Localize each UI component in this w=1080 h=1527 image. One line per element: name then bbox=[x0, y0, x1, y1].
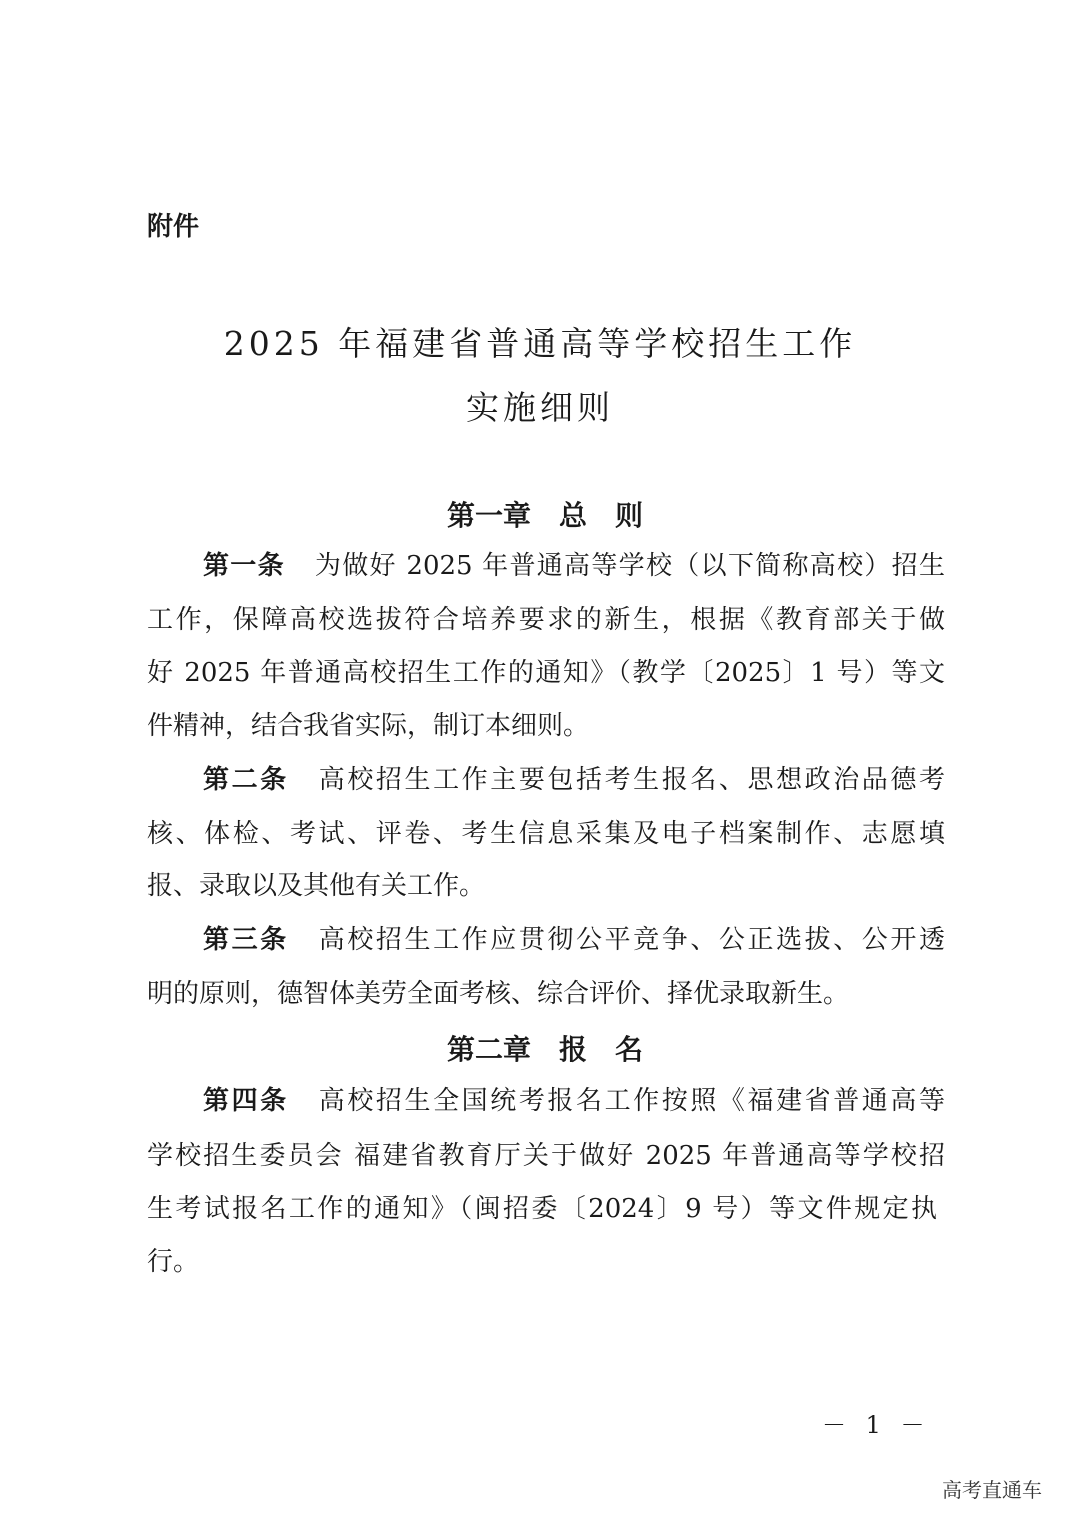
article-1-line-3: 好 2025 年普通高校招生工作的通知》（教学〔2025〕1 号）等文 bbox=[147, 658, 945, 688]
article-3-line-1 bbox=[147, 920, 945, 960]
article-1-line-4: 件精神，结合我省实际，制订本细则。 bbox=[147, 711, 590, 741]
article-4-line-4: 行。 bbox=[147, 1247, 200, 1277]
article-text: 高校招生全国统考报名工作按照《福建省普通高等 bbox=[318, 1086, 945, 1116]
article-label: 第四条 bbox=[203, 1086, 289, 1116]
article-1-line-1 bbox=[147, 546, 945, 586]
article-text: 高校招生工作应贯彻公平竞争、公正选拔、公开透 bbox=[318, 925, 945, 955]
article-text: 为做好 2025 年普通高等学校（以下简称高校）招生 bbox=[314, 551, 945, 581]
article-3-line-2: 明的原则，德智体美劳全面考核、综合评价、择优录取新生。 bbox=[147, 979, 850, 1009]
article-4-line-1 bbox=[147, 1081, 945, 1121]
attachment-label: 附件 bbox=[147, 212, 200, 242]
document-title-line-2: 实施细则 bbox=[466, 388, 614, 427]
article-2-line-2: 核、体检、考试、评卷、考生信息采集及电子档案制作、志愿填 bbox=[147, 819, 945, 849]
article-4-line-2: 学校招生委员会 福建省教育厅关于做好 2025 年普通高等学校招 bbox=[147, 1141, 945, 1171]
page-number: － 1 － bbox=[822, 1411, 931, 1439]
article-1-line-2: 工作，保障高校选拔符合培养要求的新生，根据《教育部关于做 bbox=[147, 605, 945, 635]
document-title-line-1: 2025 年福建省普通高等学校招生工作 bbox=[223, 324, 857, 363]
article-label: 第一条 bbox=[203, 551, 285, 581]
article-text: 高校招生工作主要包括考生报名、思想政治品德考 bbox=[318, 765, 945, 795]
chapter-heading-2: 第二章 报 名 bbox=[446, 1033, 643, 1066]
article-2-line-1 bbox=[147, 760, 945, 800]
article-2-line-3: 报、录取以及其他有关工作。 bbox=[147, 871, 486, 901]
chapter-heading-1: 第一章 总 则 bbox=[446, 499, 643, 532]
article-label: 第二条 bbox=[203, 765, 289, 795]
article-4-line-3: 生考试报名工作的通知》（闽招委〔2024〕9 号）等文件规定执 bbox=[147, 1194, 937, 1224]
watermark: 高考直通车 bbox=[942, 1478, 1042, 1502]
article-label: 第三条 bbox=[203, 925, 289, 955]
